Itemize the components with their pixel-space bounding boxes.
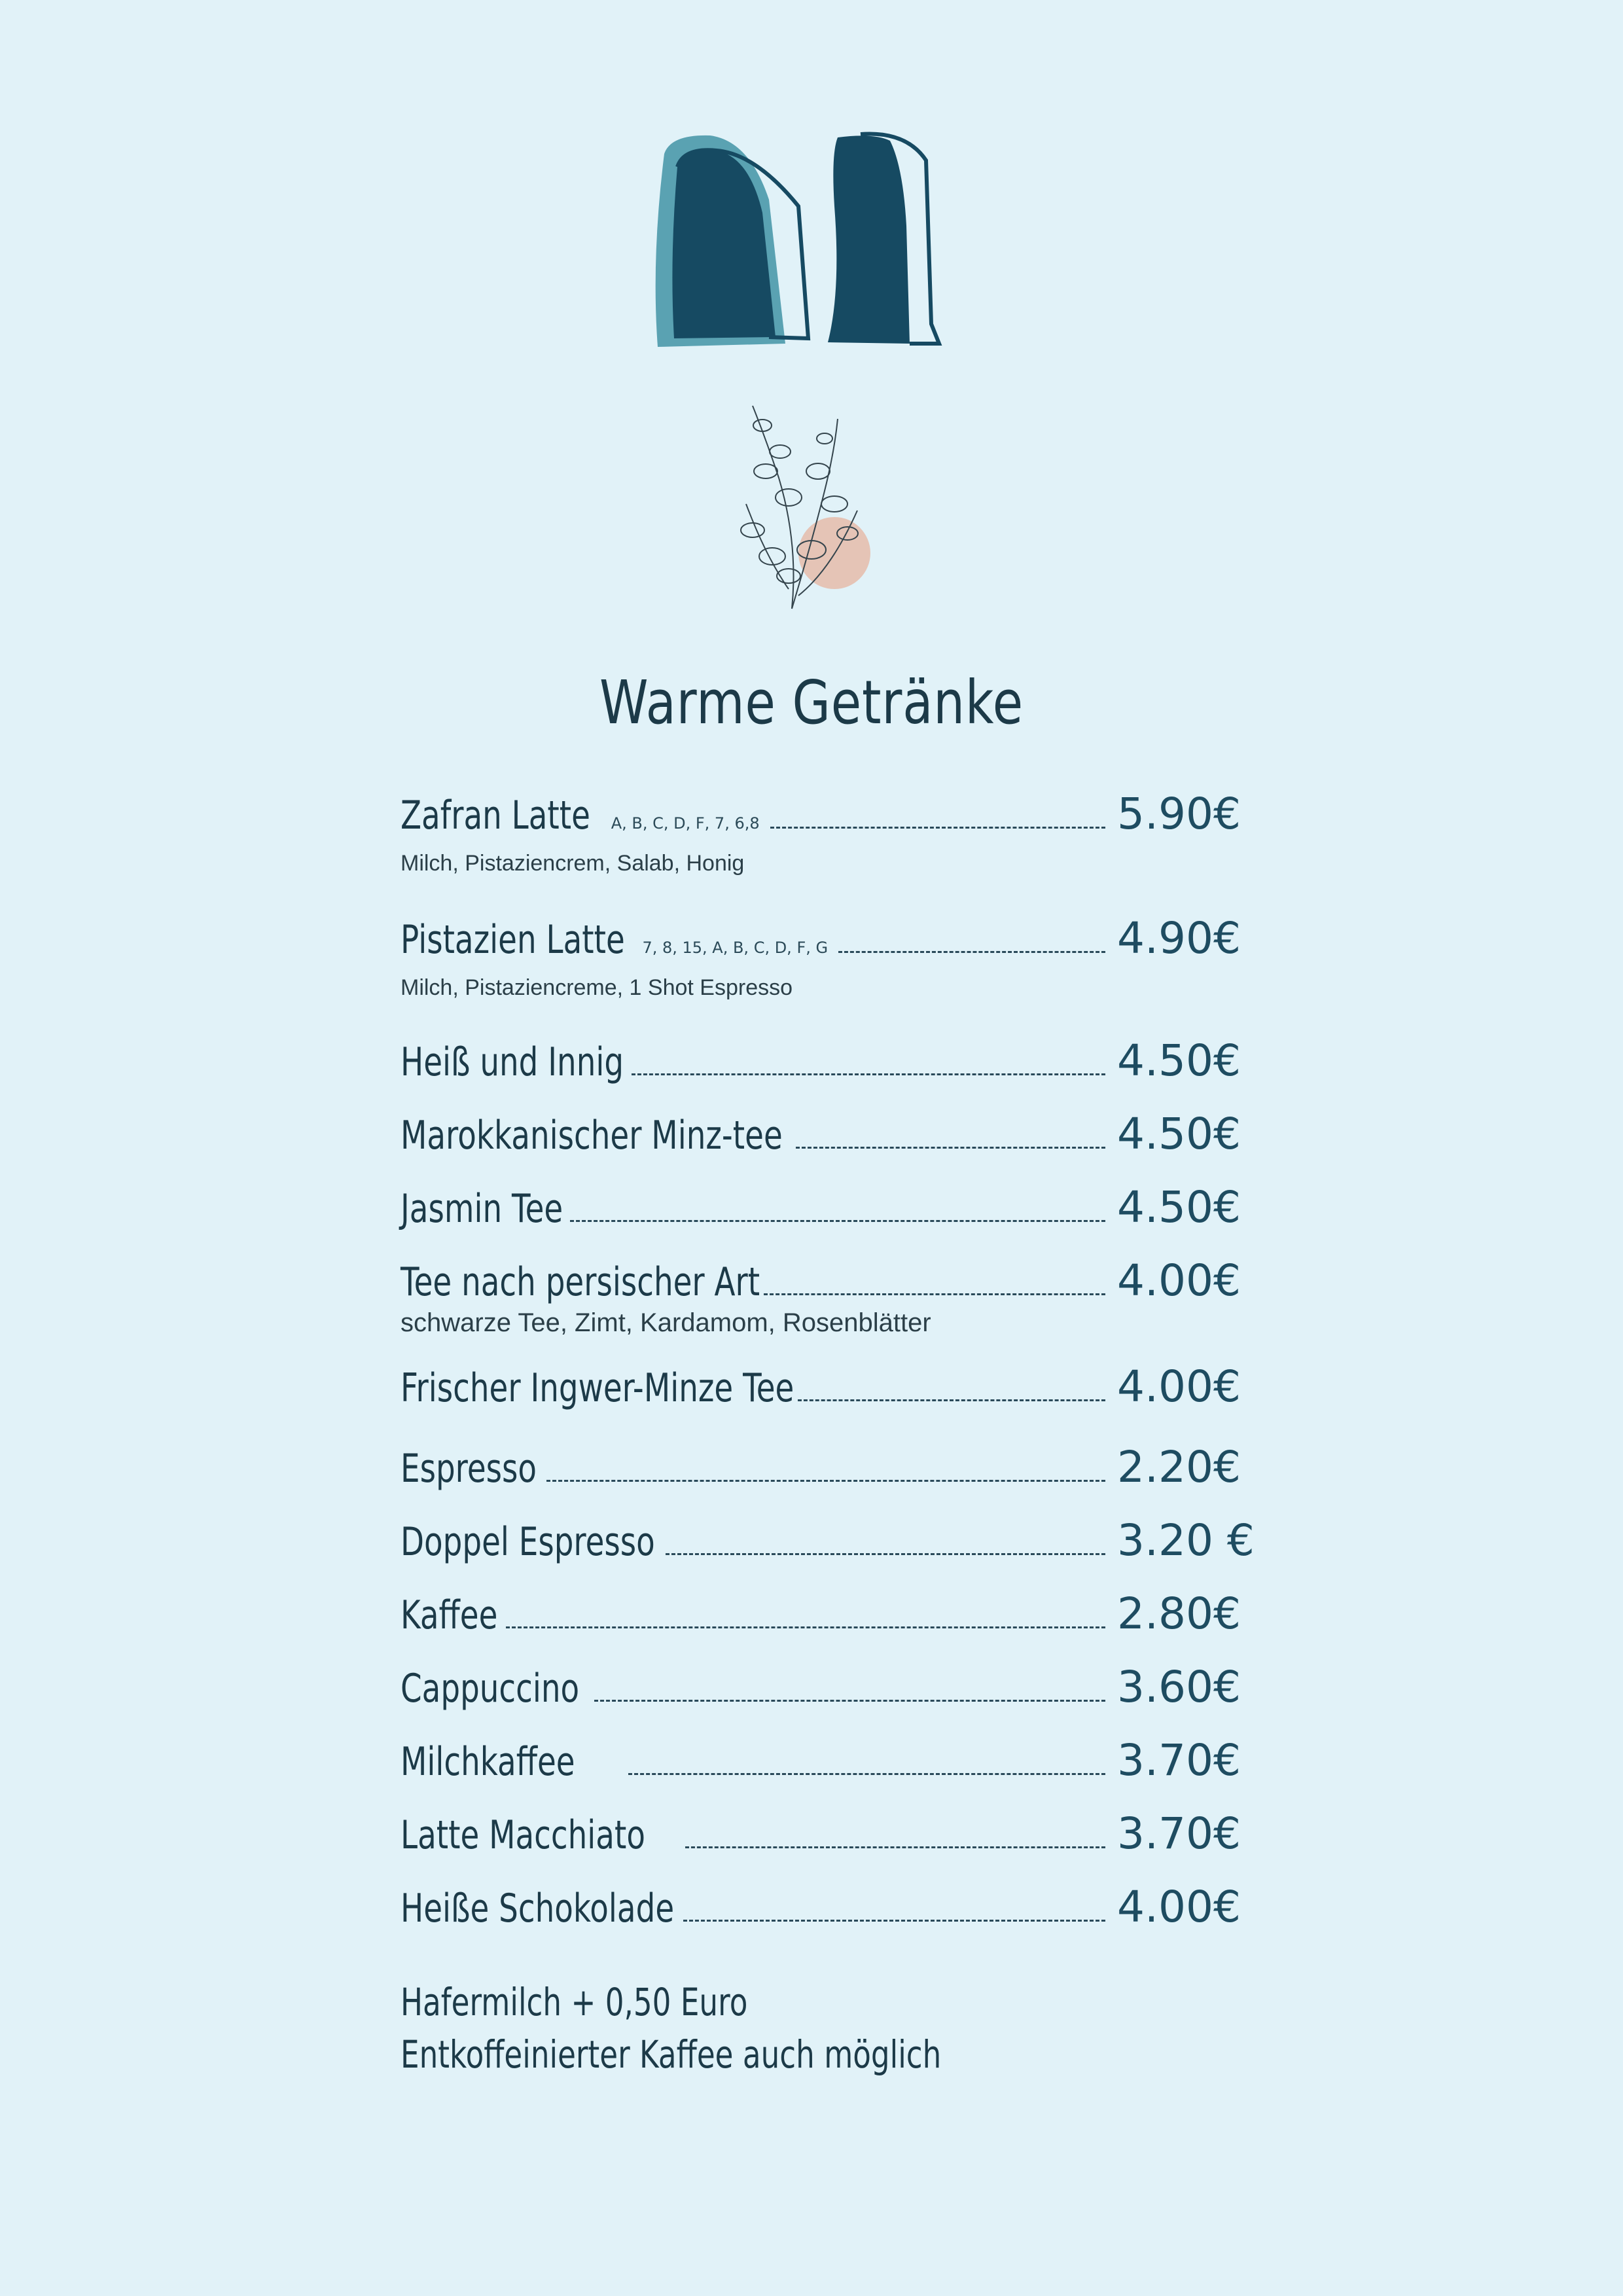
item-name: Milchkaffee bbox=[401, 1739, 575, 1785]
item-name: Zafran Latte bbox=[401, 793, 590, 838]
dotted-leader bbox=[632, 1073, 1105, 1075]
item-price: 4.50€ bbox=[1117, 1182, 1241, 1232]
item-price: 2.20€ bbox=[1117, 1442, 1241, 1492]
item-name: Doppel Espresso bbox=[401, 1519, 655, 1565]
brand-logo bbox=[651, 128, 949, 353]
dotted-leader bbox=[628, 1773, 1105, 1775]
dotted-leader bbox=[594, 1700, 1105, 1702]
item-name: Frischer Ingwer-Minze Tee bbox=[401, 1365, 794, 1411]
item-price: 3.60€ bbox=[1117, 1662, 1241, 1712]
item-price: 4.00€ bbox=[1117, 1255, 1241, 1306]
item-price: 4.00€ bbox=[1117, 1882, 1241, 1932]
item-allergens: 7, 8, 15, A, B, C, D, F, G bbox=[642, 939, 829, 957]
dotted-leader bbox=[770, 827, 1105, 829]
dotted-leader bbox=[683, 1920, 1105, 1922]
item-price: 2.80€ bbox=[1117, 1588, 1241, 1639]
item-name: Jasmin Tee bbox=[401, 1186, 563, 1232]
item-name: Cappuccino bbox=[401, 1666, 580, 1712]
item-name: Heiß und Innig bbox=[401, 1039, 624, 1085]
menu-item bbox=[401, 1109, 1241, 1182]
item-price: 3.70€ bbox=[1117, 1808, 1241, 1859]
menu-item bbox=[401, 1808, 1241, 1882]
item-price: 5.90€ bbox=[1117, 789, 1241, 839]
item-name: Tee nach persischer Art bbox=[401, 1259, 760, 1305]
menu-item bbox=[401, 1515, 1255, 1588]
item-price: 4.90€ bbox=[1117, 913, 1241, 963]
item-name: Kaffee bbox=[401, 1592, 498, 1638]
menu-item bbox=[401, 1442, 1241, 1515]
item-price: 4.50€ bbox=[1117, 1035, 1241, 1086]
page-title: Warme Getränke bbox=[599, 668, 1024, 738]
eucalyptus-illustration bbox=[726, 399, 883, 615]
item-price: 3.20 € bbox=[1117, 1515, 1255, 1566]
item-name: Marokkanischer Minz-tee bbox=[401, 1113, 783, 1158]
dotted-leader bbox=[838, 951, 1105, 953]
menu-item bbox=[401, 913, 1241, 1035]
menu-item bbox=[401, 1882, 1241, 1980]
item-description: schwarze Tee, Zimt, Kardamom, Rosenblätter bbox=[401, 1308, 931, 1337]
menu-item bbox=[401, 789, 1241, 913]
note-decaf: Entkoffeinierter Kaffee auch möglich bbox=[401, 2032, 942, 2077]
dotted-leader bbox=[796, 1147, 1105, 1149]
dotted-leader bbox=[666, 1553, 1106, 1555]
item-name: Latte Macchiato bbox=[401, 1812, 645, 1858]
dotted-leader bbox=[570, 1220, 1105, 1222]
menu-item bbox=[401, 1255, 1241, 1361]
menu-item bbox=[401, 1735, 1241, 1808]
menu-item bbox=[401, 1588, 1241, 1662]
dotted-leader bbox=[685, 1846, 1105, 1848]
item-price: 4.00€ bbox=[1117, 1361, 1241, 1412]
item-name: Espresso bbox=[401, 1446, 537, 1492]
item-allergens: A, B, C, D, F, 7, 6,8 bbox=[611, 814, 760, 833]
menu-item bbox=[401, 1182, 1241, 1255]
item-description: Milch, Pistaziencreme, 1 Shot Espresso bbox=[401, 975, 793, 1000]
menu-list bbox=[401, 789, 1255, 2077]
dotted-leader bbox=[546, 1480, 1105, 1482]
item-price: 4.50€ bbox=[1117, 1109, 1241, 1159]
item-description: Milch, Pistaziencrem, Salab, Honig bbox=[401, 851, 745, 876]
menu-item bbox=[401, 1361, 1241, 1442]
item-name: Heiße Schokolade bbox=[401, 1886, 675, 1931]
menu-item bbox=[401, 1662, 1241, 1735]
dotted-leader bbox=[764, 1293, 1105, 1295]
menu-item bbox=[401, 1035, 1241, 1109]
dotted-leader bbox=[506, 1626, 1105, 1628]
note-oat-milk: Hafermilch + 0,50 Euro bbox=[401, 1980, 748, 2024]
dotted-leader bbox=[798, 1399, 1105, 1401]
item-price: 3.70€ bbox=[1117, 1735, 1241, 1785]
item-name: Pistazien Latte bbox=[401, 917, 625, 963]
